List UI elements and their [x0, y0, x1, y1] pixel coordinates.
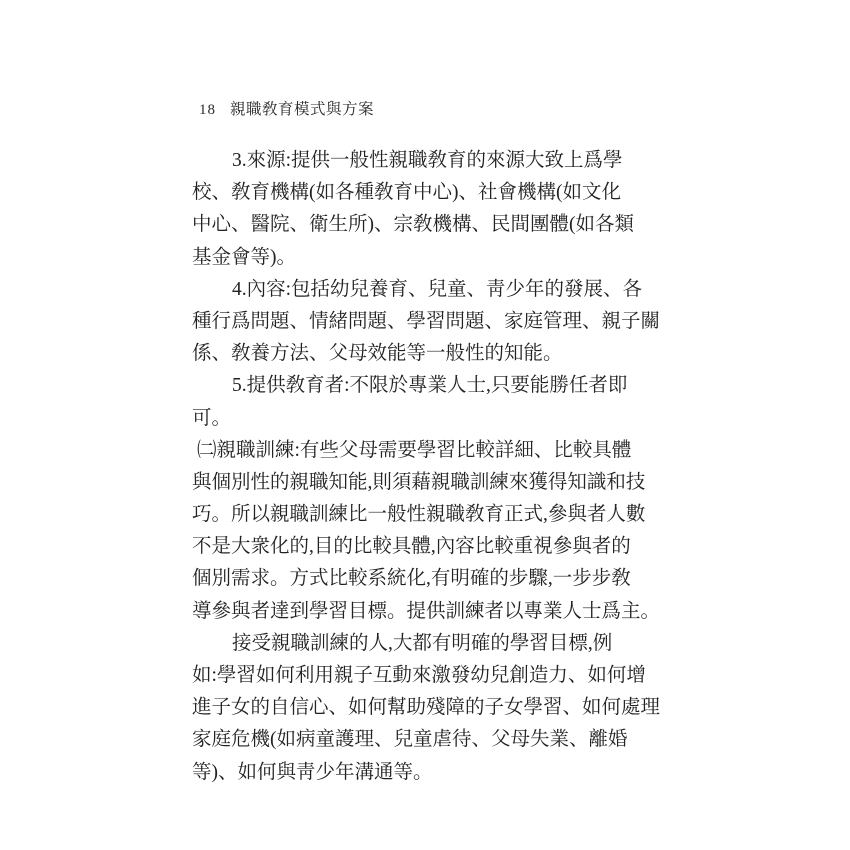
- text-line: 5.提供敎育者:不限於專業人士,只要能勝任者即: [232, 375, 628, 397]
- text-line: 基金會等)。: [192, 246, 296, 268]
- text-line: 家庭危機(如病童護理、兒童虐待、父母失業、離婚: [192, 729, 628, 751]
- text-line: 如:學習如何利用親子互動來激發幼兒創造力、如何增: [192, 665, 646, 686]
- text-line: 不是大衆化的,目的比較具體,內容比較重視參與者的: [192, 536, 631, 558]
- text-line: 種行爲問題、情緒問題、學習問題、家庭管理、親子關: [192, 310, 661, 332]
- text-line: 巧。所以親職訓練比一般性親職敎育正式,參與者人數: [192, 504, 646, 526]
- text-line: 4.內容:包括幼兒養育、兒童、靑少年的發展、各: [232, 278, 643, 300]
- text-line: ㈡親職訓練:有些父母需要學習比較詳細、比較具體: [197, 439, 632, 461]
- text-line: 可。: [192, 407, 232, 429]
- running-header: [199, 97, 374, 117]
- body-text-block: [192, 145, 672, 789]
- text-line: 校、敎育機構(如各種敎育中心)、社會機構(如文化: [192, 182, 621, 204]
- text-line: 接受親職訓練的人,大都有明確的學習目標,例: [232, 632, 613, 654]
- text-line: 中心、醫院、衛生所)、宗敎機構、民間團體(如各類: [192, 214, 634, 236]
- text-line: 個別需求。方式比較系統化,有明確的步驟,一步步敎: [192, 568, 631, 590]
- text-line: 等)、如何與靑少年溝通等。: [192, 761, 433, 783]
- text-line: 係、敎養方法、父母效能等一般性的知能。: [192, 343, 563, 365]
- text-line: 導參與者達到學習目標。提供訓練者以專業人士爲主。: [192, 600, 661, 622]
- text-line: 進子女的自信心、如何幫助殘障的子女學習、如何處理: [192, 697, 661, 719]
- text-line: 3.來源:提供一般性親職敎育的來源大致上爲學: [232, 150, 623, 171]
- running-head-title: 親職敎育模式與方案: [230, 101, 375, 118]
- text-line: 與個別性的親職知能,則須藉親職訓練來獲得知識和技: [192, 471, 646, 493]
- page-number: 18: [199, 102, 216, 118]
